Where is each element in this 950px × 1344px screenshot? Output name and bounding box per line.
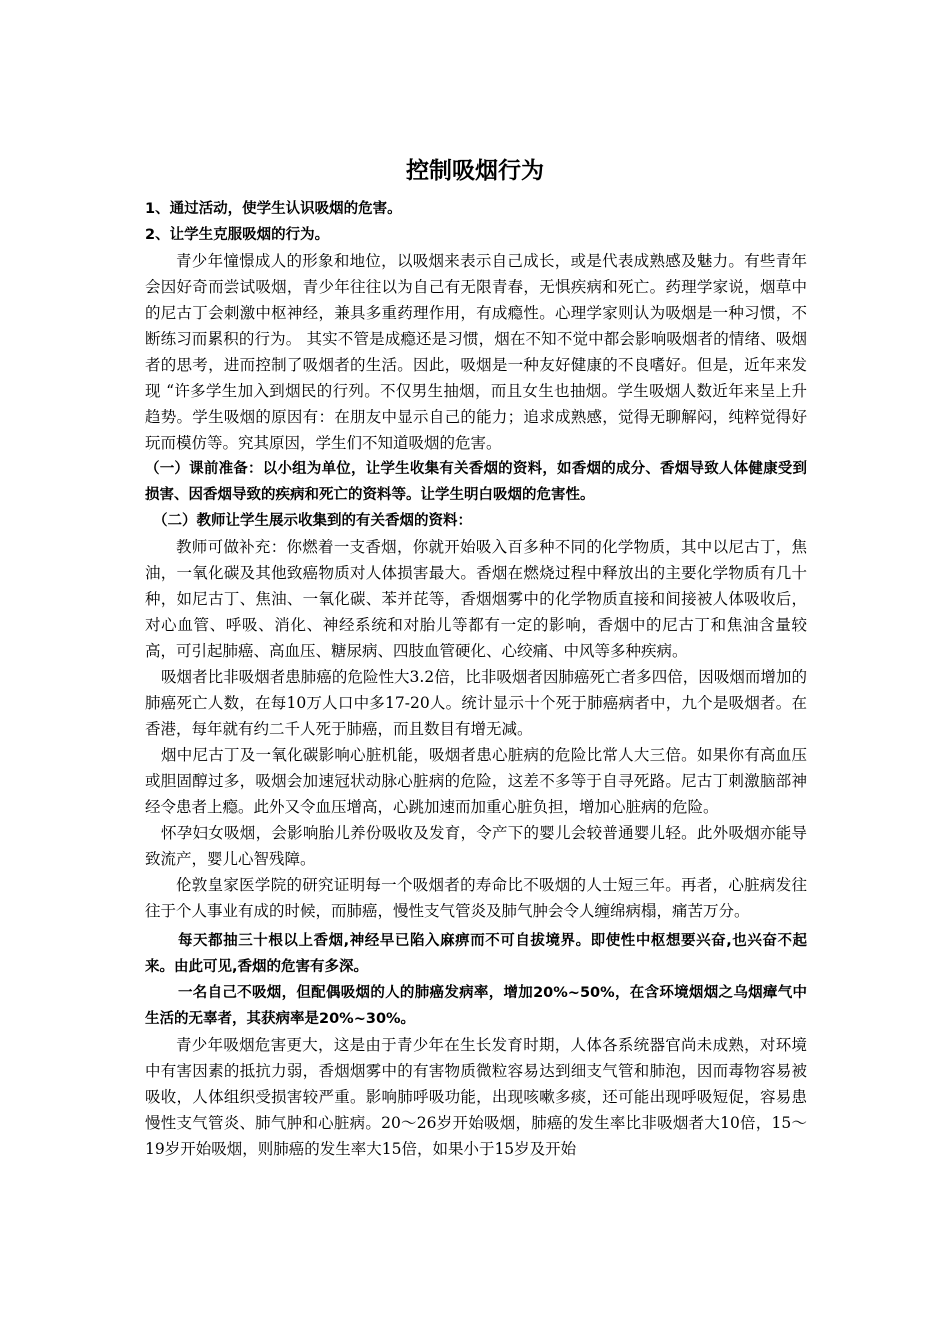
paragraph-spouse: 一名自己不吸烟，但配偶吸烟的人的肺癌发病率，增加20%~50%，在含环境烟烟之乌烟瘴气中生活的无辜者，其获病率是20%~30%。 [145,985,807,1027]
paragraph-intro: 青少年憧憬成人的形象和地位，以吸烟来表示自己成长，或是代表成熟感及魅力。有些青年会因好奇而尝试吸烟，青少年往往以为自己有无限青春，无惧疾病和死亡。药理学家说，烟草中的尼古丁会刺激中枢神经，兼具多重药理作用，有成瘾性。心理学家则认为吸烟是一种习惯，不断练习而累积的行为。 其实不管是成瘾还是习惯，烟在不知不觉中都会影响吸烟者的情绪、吸烟者的思考，进而控制了吸烟者的生活。因此，吸烟是一种友好健康的不良嗜好。但是，近年来发现 “许多学生加入到烟民的行列。不仅男生抽烟，而且女生也抽烟。学生吸烟人数近年来呈上升趋势。学生吸烟的原因有：在朋友中显示自己的能力；追求成熟感，觉得无聊解闷，纯粹觉得好玩而模仿等。究其原因，学生们不知道吸烟的危害。 [145,252,807,452]
paragraph-show: （二）教师让学生展示收集到的有关香烟的资料： [153,513,472,529]
paragraph-supplement: 教师可做补充：你燃着一支香烟，你就开始吸入百多种不同的化学物质，其中以尼古丁，焦油，一氧化碳及其他致癌物质对人体损害最大。香烟在燃烧过程中释放出的主要化学物质有几十种，如尼古丁、焦油、一氧化碳、苯并芘等，香烟烟雾中的化学物质直接和间接被人体吸收后，对心血管、呼吸、消化、神经系统和对胎儿等都有一定的影响，香烟中的尼古丁和焦油含量较高，可引起肺癌、高血压、糖尿病、四肢血管硬化、心绞痛、中风等多种疾病。 [145,538,807,660]
paragraph-prep: （一）课前准备：以小组为单位，让学生收集有关香烟的资料，如香烟的成分、香烟导致人体健康受到损害、因香烟导致的疾病和死亡的资料等。让学生明白吸烟的危害性。 [145,461,807,503]
paragraph-london: 伦敦皇家医学院的研究证明每一个吸烟者的寿命比不吸烟的人士短三年。再者，心脏病发往往于个人事业有成的时候，而肺癌，慢性支气管炎及肺气肿会令人缠绵病榻，痛苦万分。 [145,876,807,920]
paragraph-heart: 烟中尼古丁及一氧化碳影响心脏机能，吸烟者患心脏病的危险比常人大三倍。如果你有高血压或胆固醇过多，吸烟会加速冠状动脉心脏病的危险，这差不多等于自寻死路。尼古丁刺激脑部神经令患者上瘾。此外又令血压增高，心跳加速而加重心脏负担，增加心脏病的危险。 [145,746,807,816]
paragraph-youth: 青少年吸烟危害更大，这是由于青少年在生长发育时期，人体各系统器官尚未成熟，对环境中有害因素的抵抗力弱，香烟烟雾中的有害物质微粒容易达到细支气管和肺泡，因而毒物容易被吸收，人体组织受损害较严重。影响肺呼吸功能，出现咳嗽多痰，还可能出现呼吸短促，容易患慢性支气管炎、肺气肿和心脏病。20～26岁开始吸烟，肺癌的发生率比非吸烟者大10倍，15～19岁开始吸烟，则肺癌的发生率大15倍，如果小于15岁及开始 [145,1036,807,1158]
paragraph-lung-cancer: 吸烟者比非吸烟者患肺癌的危险性大3.2倍，比非吸烟者因肺癌死亡者多四倍，因吸烟而增加的肺癌死亡人数，在每10万人口中多17-20人。统计显示十个死于肺癌病者中，九个是吸烟者。在香港，每年就有约二千人死于肺癌，而且数目有增无减。 [145,668,807,738]
document-body [145,196,807,1162]
objective-1: 1、通过活动，使学生认识吸烟的危害。 [145,201,402,217]
paragraph-thirty: 每天都抽三十根以上香烟,神经早已陷入麻痹而不可自拔境界。即使性中枢想要兴奋,也兴奋不起来。由此可见,香烟的危害有多深。 [145,933,807,975]
objective-2: 2、让学生克服吸烟的行为。 [145,227,330,243]
paragraph-pregnant: 怀孕妇女吸烟，会影响胎儿养份吸收及发育，令产下的婴儿会较普通婴儿轻。此外吸烟亦能导致流产，婴儿心智残障。 [145,824,807,868]
document-title: 控制吸烟行为 [406,158,544,184]
